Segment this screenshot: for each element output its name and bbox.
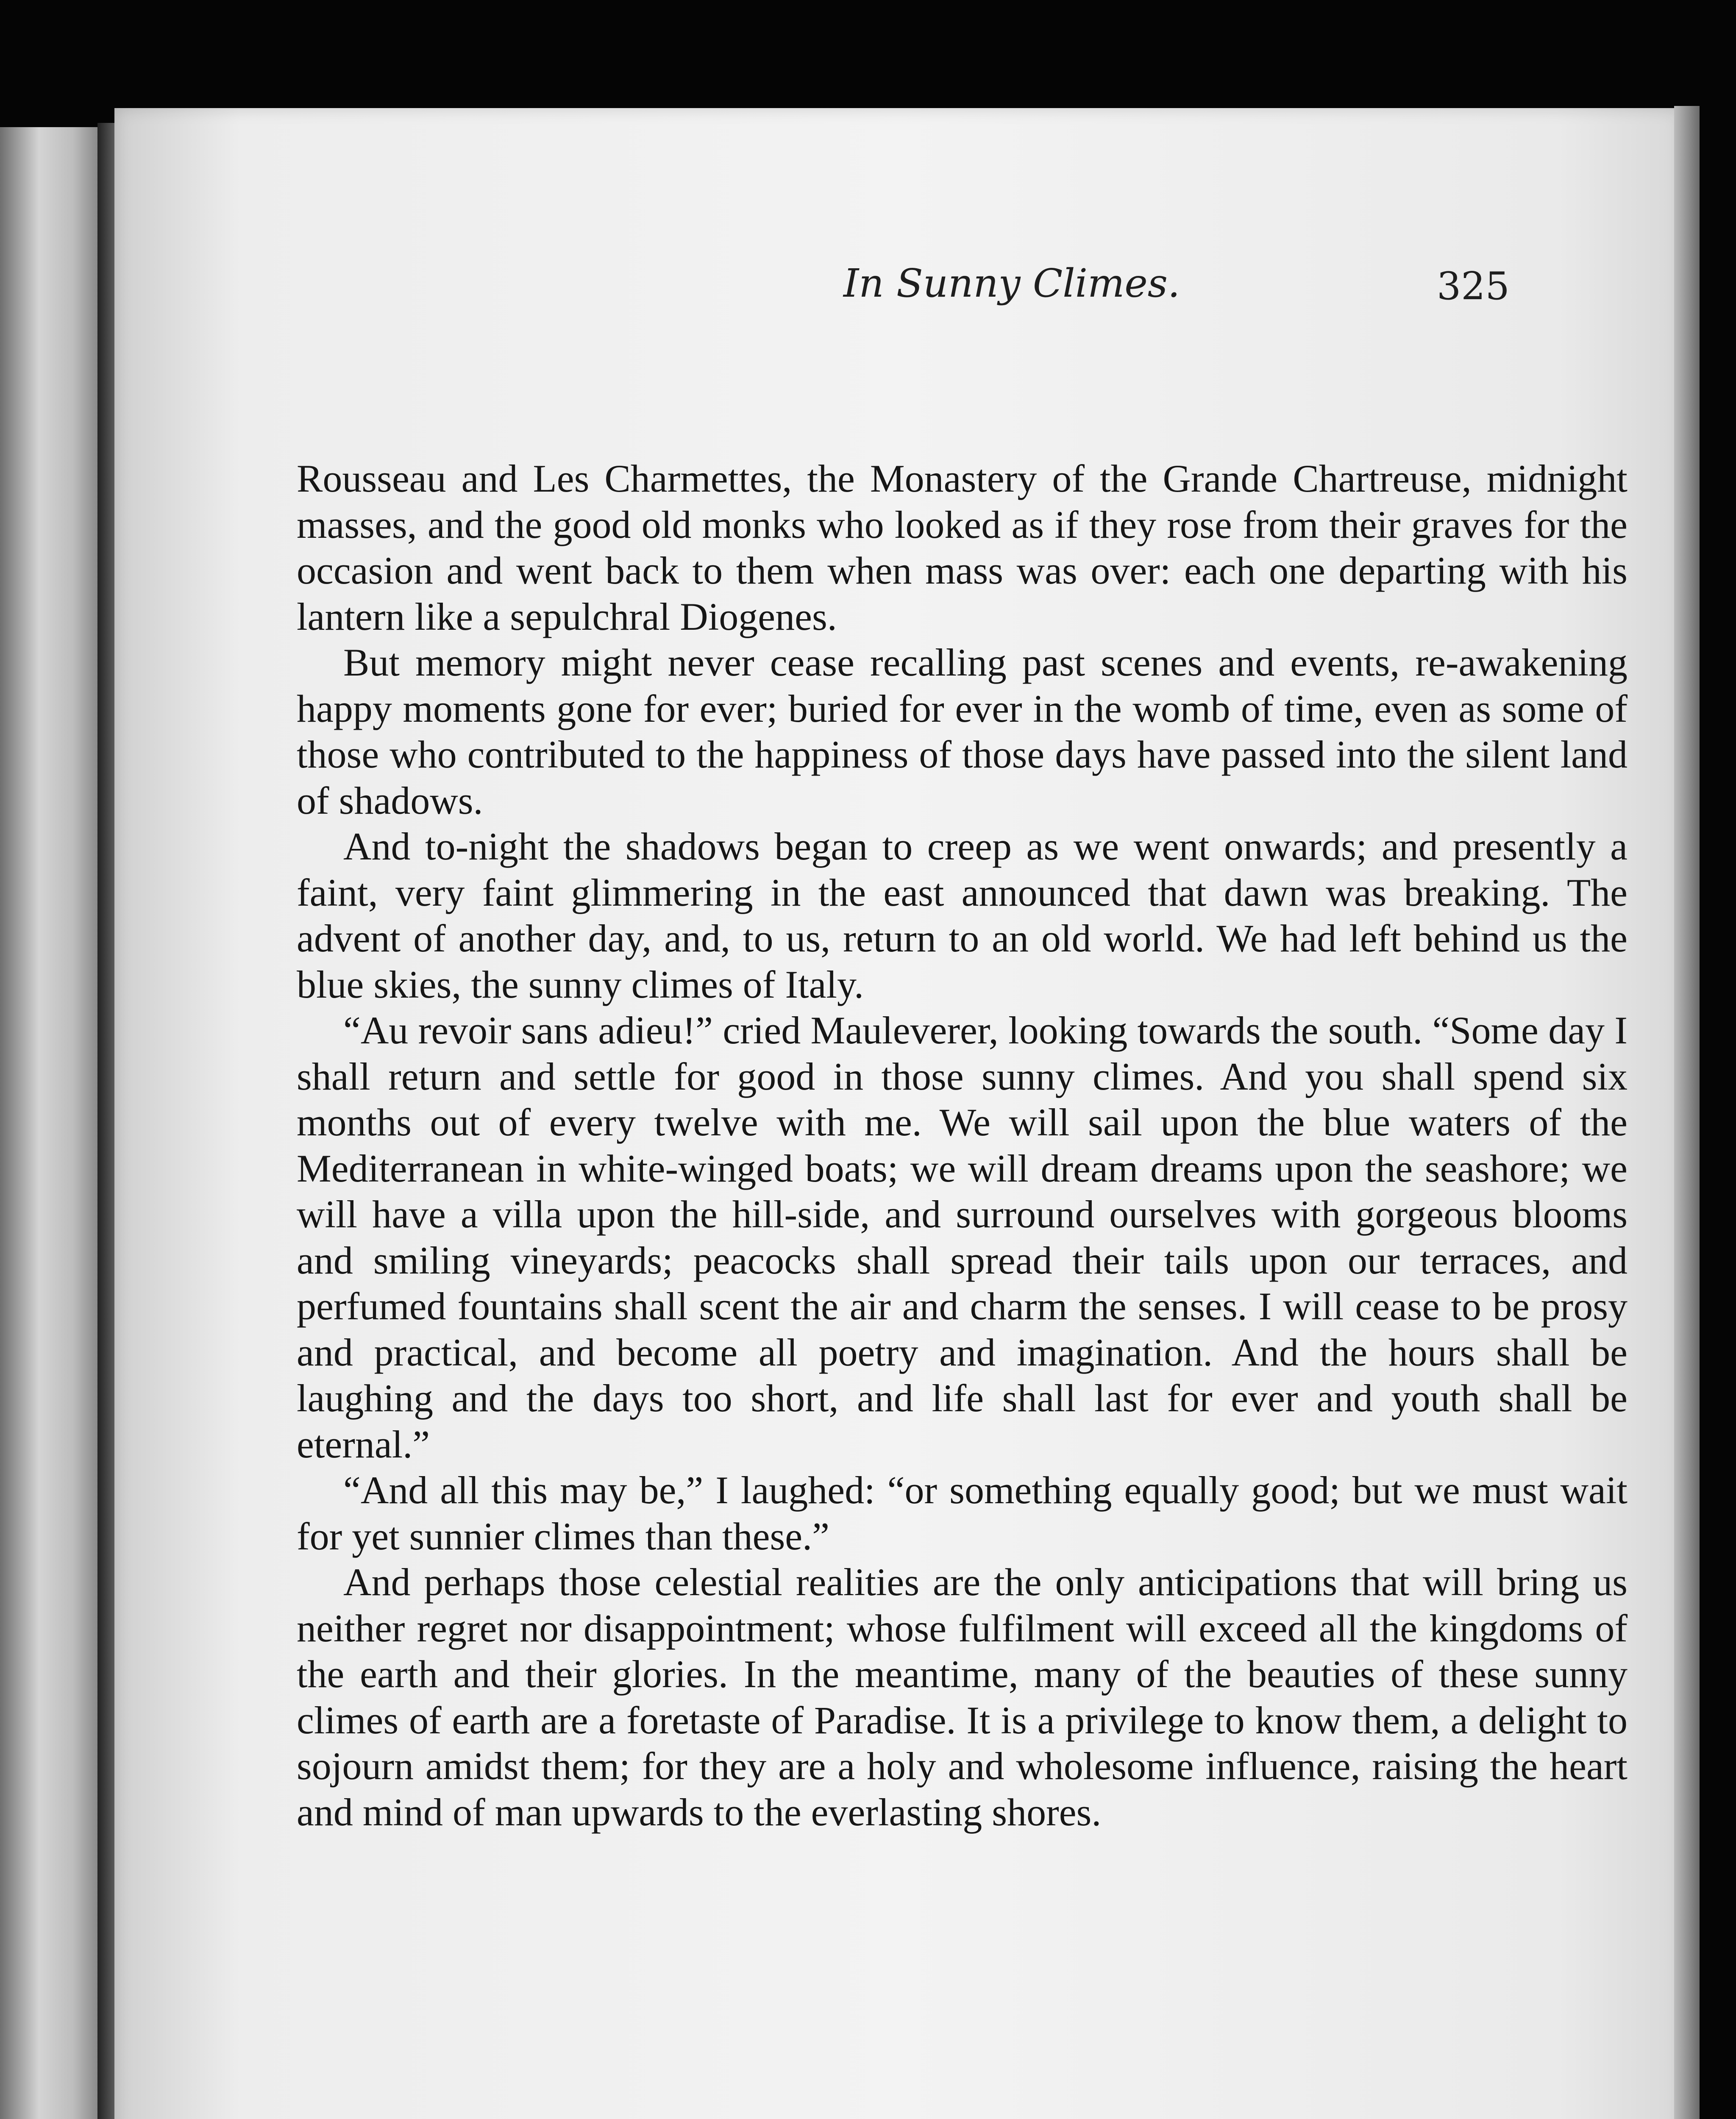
page-right-edge — [1674, 106, 1700, 2119]
paragraph-4: “Au revoir sans adieu!” cried Mauleverer, looking towards the south. “Some day I shall return and settle for good in those sunny climes. And you shall spend six months out of every twelve with me. We will sail upon the blue waters of the Mediterranean in white-winged boats; we will dream dreams upon the seashore; we will have a villa upon the hill-side, and surround ourselves with gorgeous blooms and smiling vineyards; peacocks shall spread their tails upon our terraces, and perfumed fountains shall scent the air and charm the senses. I will cease to be prosy and practical, and become all poetry and imagination. And the hours shall be laughing and the days too short, and life shall last for ever and youth shall be eternal.” — [297, 1009, 1628, 1466]
page-number: 325 — [1437, 264, 1510, 309]
paragraph-1: Rousseau and Les Charmettes, the Monastery of the Grande Chartreuse, midnight masses, and the good old monks who looked as if they rose from their graves for the occasion and went back to them when mass was over: each one departing with his lantern like a sepulchral Diogenes. — [297, 457, 1628, 638]
paragraph-5: “And all this may be,” I laughed: “or something equally good; but we must wait for yet sunnier climes than these.” — [297, 1468, 1628, 1558]
running-title: In Sunny Climes. — [843, 261, 1180, 306]
book-page — [114, 108, 1683, 2119]
paragraph-2: But memory might never cease recalling past scenes and events, re-awakening happy moments gone for ever; buried for ever in the womb of time, even as some of those who contributed to the happiness of those days have passed into the silent land of shadows. — [297, 641, 1628, 822]
paragraph-3: And to-night the shadows began to creep as we went onwards; and presently a faint, very faint glimmering in the east announced that dawn was breaking. The advent of another day, and, to us, return to an old world. We had left behind us the blue skies, the sunny climes of Italy. — [297, 825, 1628, 1006]
previous-page-edge — [0, 127, 105, 2119]
body-text — [297, 456, 1628, 1835]
paragraph-6: And perhaps those celestial realities are the only anticipations that will bring us neither regret nor disappointment; whose fulfilment will exceed all the kingdoms of the earth and their glories. In the meantime, many of the beauties of these sunny climes of earth are a foretaste of Paradise. It is a privilege to know them, a delight to sojourn amidst them; for they are a holy and wholesome influence, raising the heart and mind of man upwards to the everlasting shores. — [297, 1560, 1628, 1834]
running-head — [114, 261, 1683, 320]
